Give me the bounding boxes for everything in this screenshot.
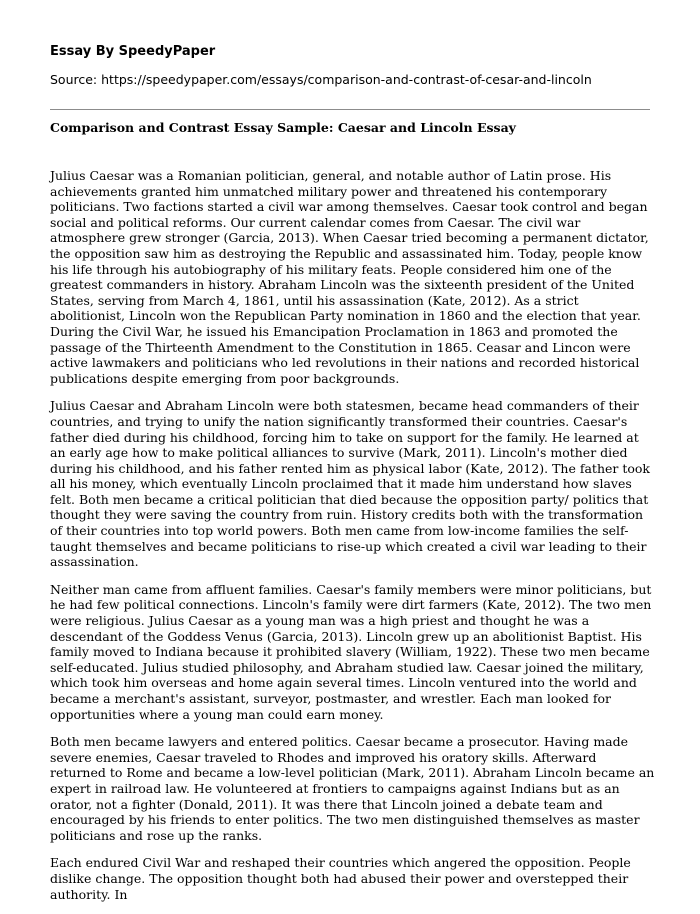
- essay-body: [50, 168, 656, 914]
- essay-paragraph: Neither man came from affluent families. Caesar's family members were minor politicians, but he had few political connections. Lincoln's family were dirt farmers (Kate, 2012). The two men were religious. Julius Caesar as a young man was a high priest and thought he was a descendant of the Goddess Venus (Garcia, 2013). Lincoln grew up an abolitionist Baptist. His family moved to Indiana because it prohibited slavery (William, 1922). These two men became self-educated. Julius studied philosophy, and Abraham studied law. Caesar joined the military, which took him overseas and home again several times. Lincoln ventured into the world and became a merchant's assistant, surveyor, postmaster, and wrestler. Each man looked for opportunities where a young man could earn money.: [50, 581, 652, 722]
- essay-paragraph: Julius Caesar and Abraham Lincoln were both statesmen, became head commanders of their countries, and trying to unify the nation significantly transformed their countries. Caesar's father died during his childhood, forcing him to take on support for the family. He learned at an early age how to make political alliances to survive (Mark, 2011). Lincoln's mother died during his childhood, and his father rented him as physical labor (Kate, 2012). The father took all his money, which eventually Lincoln proclaimed that it made him understand how slaves felt. Both men became a critical politician that died because the opposition party/ politics that thought they were saving the country from ruin. History credits both with the transformation of their countries into top world powers. Both men came from low-income families the self-taught themselves and became politicians to rise-up which created a civil war leading to their assassination.: [50, 398, 650, 570]
- essay-title: Comparison and Contrast Essay Sample: Caesar and Lincoln Essay: [50, 120, 516, 135]
- publisher-title: Essay By SpeedyPaper: [50, 44, 216, 59]
- source-line: Source: https://speedypaper.com/essays/comparison-and-contrast-of-cesar-and-lincoln: [50, 72, 592, 87]
- essay-paragraph: Julius Caesar was a Romanian politician, general, and notable author of Latin prose. His achievements granted him unmatched military power and threatened his contemporary politicians. Two factions started a civil war among themselves. Caesar took control and began social and political reforms. Our current calendar comes from Caesar. The civil war atmosphere grew stronger (Garcia, 2013). When Caesar tried becoming a permanent dictator, the opposition saw him as destroying the Republic and assassinated him. Today, people know his life through his autobiography of his military feats. People considered him one of the greatest commanders in history. Abraham Lincoln was the sixteenth president of the United States, serving from March 4, 1861, until his assassination (Kate, 2012). As a strict abolitionist, Lincoln won the Republican Party nomination in 1860 and the election that year. During the Civil War, he issued his Emancipation Proclamation in 1863 and promoted the passage of the Thirteenth Amendment to the Constitution in 1865. Ceasar and Lincon were active lawmakers and politicians who led revolutions in their nations and recorded historical publications despite emerging from poor backgrounds.: [50, 168, 649, 386]
- header-divider: [50, 109, 650, 110]
- essay-paragraph: Both men became lawyers and entered politics. Caesar became a prosecutor. Having made severe enemies, Caesar traveled to Rhodes and improved his oratory skills. Afterward returned to Rome and became a low-level politician (Mark, 2011). Abraham Lincoln became an expert in railroad law. He volunteered at frontiers to campaigns against Indians but as an orator, not a fighter (Donald, 2011). It was there that Lincoln joined a debate team and encouraged by his friends to enter politics. The two men distinguished themselves as master politicians and rose up the ranks.: [50, 734, 655, 843]
- essay-paragraph: Each endured Civil War and reshaped their countries which angered the opposition. People dislike change. The opposition thought both had abused their power and overstepped their authority. In: [50, 855, 631, 902]
